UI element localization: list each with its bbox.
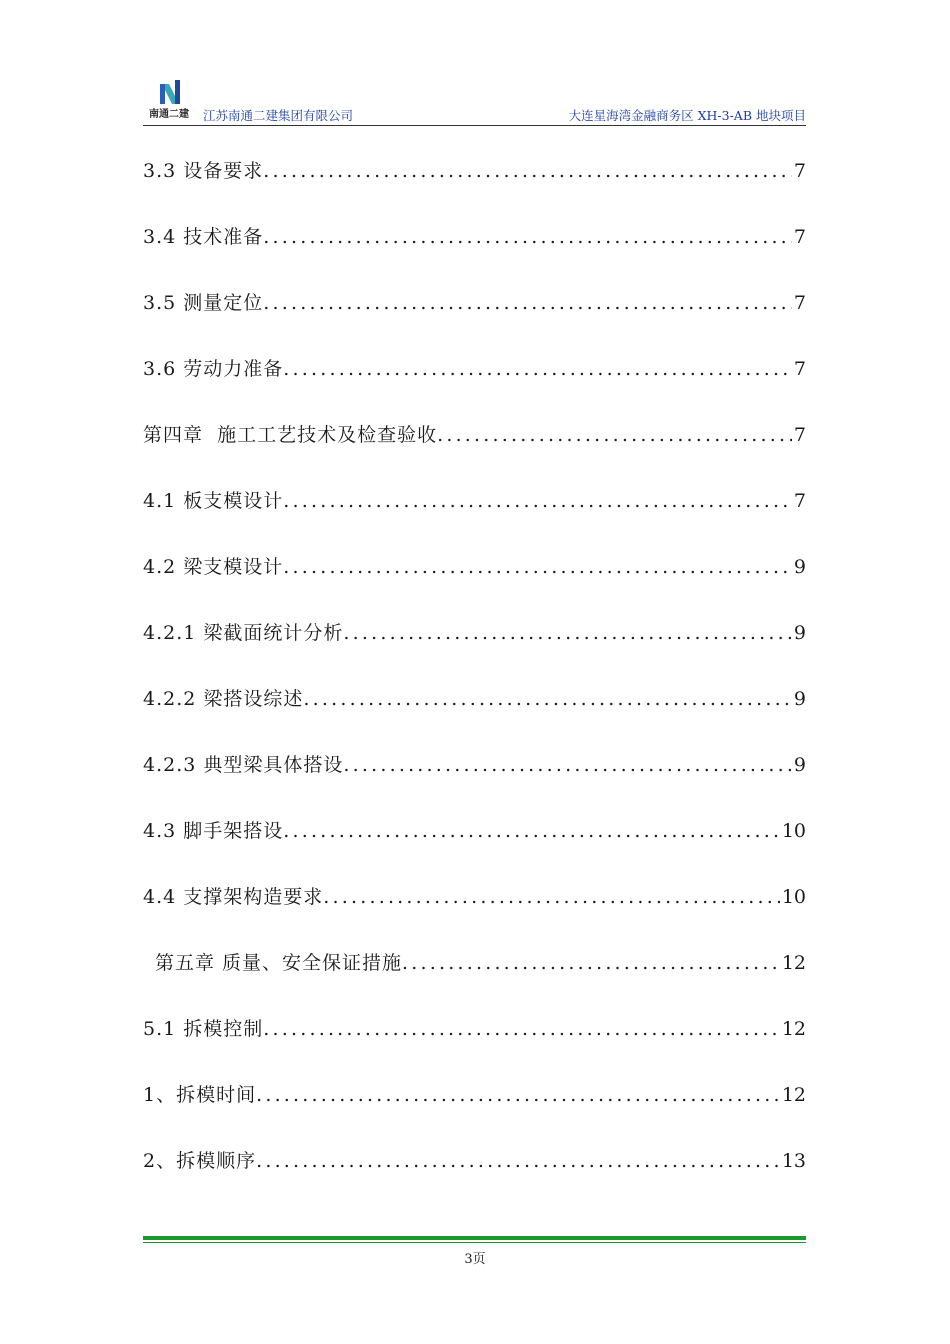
toc-entry-label: 3.3 设备要求	[143, 159, 264, 182]
toc-entry-chapter[interactable]	[143, 402, 806, 468]
toc-entry[interactable]	[143, 864, 806, 930]
toc-entry-label: 1、拆模时间	[143, 1083, 257, 1106]
toc-entry-page: 9	[793, 621, 806, 644]
toc-entry[interactable]	[143, 336, 806, 402]
toc-entry-label: 4.2.3 典型梁具体搭设	[143, 753, 344, 776]
toc-leader-dots	[283, 822, 780, 841]
toc-entry-label: 4.2.2 梁搭设综述	[143, 687, 304, 710]
toc-entry-label: 3.4 技术准备	[143, 225, 264, 248]
toc-entry-page: 7	[793, 225, 806, 248]
page-header	[143, 78, 806, 126]
toc-leader-dots	[263, 294, 792, 313]
toc-entry[interactable]	[143, 798, 806, 864]
toc-entry-chapter[interactable]	[143, 930, 806, 996]
toc-leader-dots	[283, 558, 792, 577]
toc-leader-dots	[283, 492, 792, 511]
toc-leader-dots	[256, 1086, 780, 1105]
toc-leader-dots	[437, 426, 792, 445]
toc-leader-dots	[303, 690, 792, 709]
page-number: 3页	[464, 1252, 486, 1267]
toc-entry-page: 7	[793, 423, 806, 446]
toc-entry-page: 13	[781, 1149, 806, 1172]
header-divider	[143, 125, 806, 126]
toc-entry-label: 3.6 劳动力准备	[143, 357, 284, 380]
toc-entry[interactable]	[143, 534, 806, 600]
footer-divider-thin	[143, 1242, 806, 1243]
toc-entry[interactable]	[143, 1062, 806, 1128]
toc-entry[interactable]	[143, 996, 806, 1062]
toc-entry[interactable]	[143, 666, 806, 732]
toc-entry-page: 7	[793, 489, 806, 512]
toc-entry[interactable]	[143, 270, 806, 336]
toc-leader-dots	[263, 228, 792, 247]
header-company-name: 江苏南通二建集团有限公司	[203, 108, 354, 123]
toc-entry-page: 10	[781, 819, 806, 842]
toc-entry-label: 4.2.1 梁截面统计分析	[143, 621, 344, 644]
toc-leader-dots	[256, 1152, 780, 1171]
toc-entry-page: 12	[781, 951, 806, 974]
footer-divider	[143, 1236, 806, 1240]
logo-text: 南通二建	[149, 109, 189, 120]
toc-leader-dots	[323, 888, 780, 907]
toc-entry-label: 4.4 支撑架构造要求	[143, 885, 324, 908]
toc-entry-page: 7	[793, 159, 806, 182]
toc-entry-label: 3.5 测量定位	[143, 291, 264, 314]
toc-leader-dots	[343, 756, 792, 775]
toc-leader-dots	[343, 624, 792, 643]
toc-entry-page: 10	[781, 885, 806, 908]
toc-entry-label: 第五章 质量、安全保证措施	[155, 951, 403, 974]
toc-entry-page: 12	[781, 1017, 806, 1040]
toc-entry-page: 7	[793, 357, 806, 380]
toc-entry[interactable]	[143, 600, 806, 666]
toc-leader-dots	[263, 1020, 780, 1039]
header-project-name: 大连星海湾金融商务区 XH-3-AB 地块项目	[568, 108, 806, 123]
toc-entry-page: 12	[781, 1083, 806, 1106]
company-logo-mark	[159, 80, 181, 104]
toc-entry[interactable]	[143, 468, 806, 534]
toc-entry-label: 4.2 梁支模设计	[143, 555, 284, 578]
toc-entry-label: 2、拆模顺序	[143, 1149, 257, 1172]
toc-entry-page: 9	[793, 555, 806, 578]
toc-entry-page: 9	[793, 687, 806, 710]
toc-entry-label: 4.3 脚手架搭设	[143, 819, 284, 842]
toc-entry[interactable]	[143, 732, 806, 798]
company-logo	[143, 78, 195, 122]
toc-entry-label: 4.1 板支模设计	[143, 489, 284, 512]
table-of-contents	[143, 138, 806, 1194]
toc-leader-dots	[402, 954, 780, 973]
toc-entry-label: 5.1 拆模控制	[143, 1017, 264, 1040]
toc-entry[interactable]	[143, 204, 806, 270]
toc-leader-dots	[283, 360, 792, 379]
toc-leader-dots	[263, 162, 792, 181]
toc-entry[interactable]	[143, 1128, 806, 1194]
toc-entry-label: 第四章 施工工艺技术及检查验收	[143, 423, 438, 446]
toc-entry-page: 7	[793, 291, 806, 314]
toc-entry[interactable]	[143, 138, 806, 204]
toc-entry-page: 9	[793, 753, 806, 776]
